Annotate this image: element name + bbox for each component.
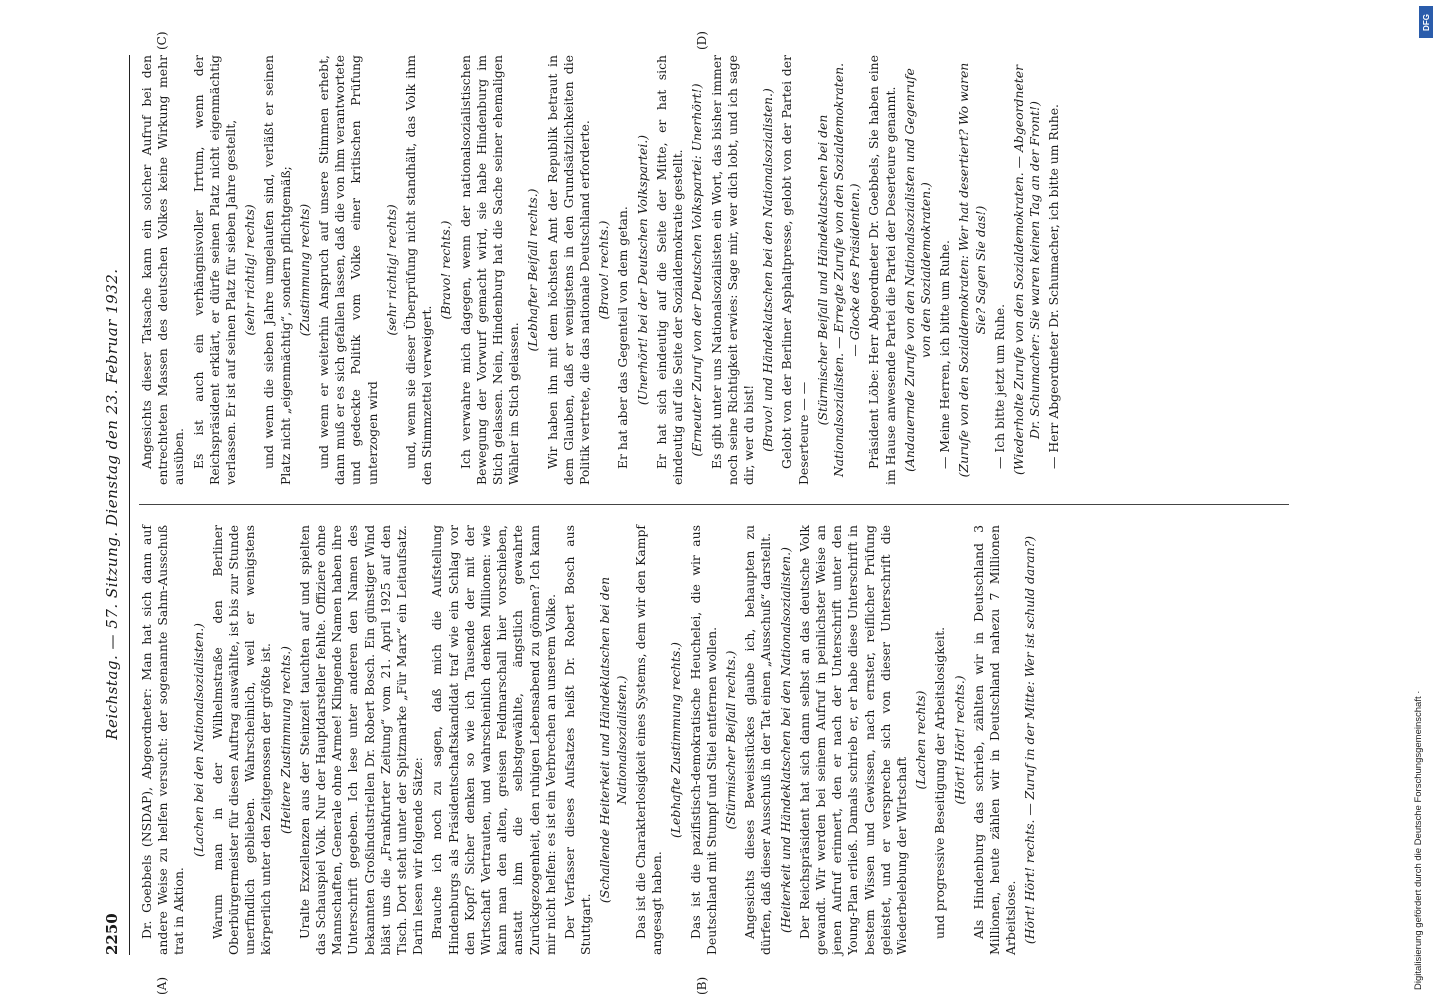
interjection: (Stürmischer Beifall rechts.) [722, 650, 738, 830]
interjection: (Hört! Hört! rechts. — Zuruf in der Mitte: Wer ist schuld daran?) [1022, 535, 1038, 945]
paragraph: — Meine Herren, ich bitte um Ruhe. [937, 240, 953, 469]
paragraph: — Ich bitte jetzt um Ruhe. [991, 303, 1007, 469]
paragraph: Präsident Löbe: Herr Abgeordneter Dr. Goebbels, Sie haben eine im Hause anwesende Partei die Partei der Deserteure genannt. [866, 55, 898, 485]
paragraph: Der Verfasser dieses Aufsatzes heißt Dr. Robert Bosch aus Stuttgart. [562, 525, 594, 955]
interjection: (Hört! Hört! rechts.) [951, 675, 967, 805]
paragraph: und, wenn sie dieser Überprüfung nicht standhält, das Volk ihm den Stimmzettel verweigert. [403, 55, 435, 485]
interjection: (Heitere Zustimmung rechts.) [277, 646, 293, 834]
margin-mark-a: (A) [155, 976, 169, 995]
interjection: (Unerhört! bei der Deutschen Volkspartei.) [634, 134, 650, 406]
running-header [95, 55, 130, 955]
paragraph: Uralte Exzellenzen aus der Steinzeit tauchten auf und spielten das Schauspiel Volk. Nur der Hauptdarsteller fehlte. Offiziere ohne Mannschaften, Generale ohne Armee! Klingende Namen haben ihre Unterschrift gegeben. Ich lese unter anderen den Namen des bekannten Großindustriellen Dr. Robert Bosch. Ein günstiger Wind bläst uns die „Frankfurter Zeitung“ vom 21. April 1925 auf den Tisch. Dort steht unter der Spitzmarke „Für Marx“ ein Leitaufsatz. Darin lesen wir folgende Sätze: [296, 525, 426, 955]
paragraph: Es gibt unter uns Nationalsozialisten ein Wort, das bisher immer noch seine Richtigkeit erwies: Sage mir, wer dich lobt, und ich sage dir, wer du bist! [708, 55, 756, 485]
interjection: (sehr richtig! rechts) [242, 204, 258, 336]
interjection: (Lebhafte Zustimmung rechts.) [668, 641, 684, 839]
paragraph: Der Reichspräsident hat sich dann selbst an das deutsche Volk gewandt. Wir werden bei seinem Aufruf in peinlichster Weise an jenen Aufruf erinnert, den er nach der Unterschrift unter den Young-Plan erließ. Damals schrieb er, er habe diese Unterschrift in bestem Wissen und Gewissen, nach ernster, reiflicher Prüfung geleistet, und er verspreche sich von dieser Unterschrift die Wiederbelebung der Wirtschaft [796, 525, 909, 955]
interjection: (Bravo! rechts.) [438, 220, 454, 320]
paragraph: Angesichts dieser Tatsache kann ein solcher Aufruf bei den entrechteten Massen des deutschen Volkes keine Wirkung mehr ausüben. [139, 55, 187, 485]
paragraph: Er hat sich eindeutig auf die Seite der Mitte, er hat sich eindeutig auf die Seite der Sozialdemokratie gestellt. [653, 55, 686, 485]
paragraph: Gelobt von der Berliner Asphaltpresse, gelobt von der Partei der Deserteure — — [779, 55, 811, 485]
interjection: (Stürmischer Beifall und Händeklatschen bei den Nationalsozialisten. — Erregte Zurufe von den Sozialdemokraten. — Glocke des Präsidenten.) [814, 62, 863, 478]
paragraph: — Herr Abgeordneter Dr. Schumacher, ich bitte um Ruhe. [1046, 104, 1062, 469]
margin-mark-b: (B) [695, 976, 709, 995]
interjection: (Lachen rechts) [913, 690, 929, 790]
paragraph: Wir haben ihn mit dem höchsten Amt der Republik betraut in dem Glauben, daß er wenigstens in den Grundsätzlichkeiten die Politik vertrete, die das nationale Deutschland erforderte. [544, 55, 593, 485]
paragraph: Das ist die pazifistisch-demokratische Heuchelei, die wir aus Deutschland mit Stumpf und Stiel entfernen wollen. [687, 525, 719, 955]
paragraph: Ich verwahre mich dagegen, wenn der nationalsozialistischen Bewegung der Vorwurf gemacht wird, sie habe Hindenburg im Stich gelassen. Nein, Hindenburg hat die Sache seiner ehemaligen Wähler im Stich gelassen. [457, 55, 522, 485]
interjection: (Lachen bei den Nationalsozialisten.) [190, 623, 206, 857]
left-column [139, 525, 1042, 955]
interjection: (Andauernde Zurufe von den Nationalsozialisten und Gegenrufe von den Sozialdemokraten.) [901, 68, 933, 472]
right-column [139, 55, 1066, 485]
margin-mark-c: (C) [155, 31, 169, 50]
interjection: (Heiterkeit und Händeklatschen bei den Nationalsozialisten.) [777, 547, 793, 933]
page-number: 2250 [103, 913, 121, 955]
paragraph: Dr. Goebbels (NSDAP), Abgeordneter: Man hat sich dann auf andere Weise zu helfen versucht: der sogenannte Sahm-Ausschuß trat in Aktion. [139, 525, 187, 955]
digitization-credit: Digitalisierung gefördert durch die Deutsche Forschungsgemeinschaft · [1413, 690, 1424, 990]
interjection: (Zustimmung rechts) [296, 203, 312, 337]
interjection: (Bravo! und Händeklatschen bei den Nationalsozialisten.) [760, 88, 776, 452]
paragraph: Das ist die Charakterlosigkeit eines Systems, dem wir den Kampf angesagt haben. [632, 525, 665, 955]
paragraph: Brauche ich noch zu sagen, daß mich die Aufstellung Hindenburgs als Präsidentschaftskandidat traf wie ein Schlag vor den Kopf? Sicher denken so wie ich Tausende der mit der Wirtschaft Vertrauten, und wahrscheinlich denken Millionen: wie kann man den alten, greisen Feldmarschall hier vorschieben, anstatt ihm die selbstgewählte, ängstlich gewahrte Zurückgezogenheit, den ruhigen Lebensabend zu gönnen? Ich kann mir nicht helfen: es ist ein Verbrechen an unserem Volke. [429, 525, 558, 955]
paragraph: und progressive Beseitigung der Arbeitslosigkeit. [932, 626, 948, 939]
paragraph: Er hat aber das Gegenteil von dem getan. [615, 206, 631, 469]
paragraph: Angesichts dieses Beweisstückes glaube ich, behaupten zu dürfen, daß dieser Ausschuß in der Tat einen „Ausschuß“ darstellt. [742, 525, 774, 955]
paragraph: und wenn er weiterhin Anspruch auf unsere Stimmen erhebt, dann muß er es sich gefallen lassen, daß die von ihm verantwortete und gedeckte Politik vom Volke einer kritischen Prüfung unterzogen wird [316, 55, 380, 485]
interjection: (Schallende Heiterkeit und Händeklatschen bei den Nationalsozialisten.) [597, 576, 629, 904]
interjection: (sehr richtig! rechts) [383, 204, 399, 336]
paragraph: und wenn die sieben Jahre umgelaufen sind, verläßt er seinen Platz nicht „eigenmächtig“, sondern pflichtgemäß; [261, 55, 293, 485]
interjection: (Bravo! rechts.) [596, 220, 612, 320]
rotated-content [95, 31, 1325, 995]
dfg-logo: DFG [1419, 6, 1433, 38]
paragraph: Als Hindenburg das schrieb, zählten wir in Deutschland 3 Millionen, heute zählen wir in Deutschland nahezu 7 Millionen Arbeitslose. [970, 525, 1019, 955]
interjection: (Zurufe von den Sozialdemokraten: Wer hat desertiert? Wo waren Sie? Sagen Sie das!) [956, 62, 988, 478]
paragraph: Warum man in der Wilhelmstraße den Berliner Oberbürgermeister für diesen Auftrag auswählte, ist bis zur Stunde unerfindlich geblieben. Wahrscheinlich, weil er wenigstens körperlich unter den Zeitgenossen der größte ist. [209, 525, 274, 955]
interjection: (Erneuter Zuruf von der Deutschen Volkspartei: Unerhört!) [689, 83, 705, 457]
running-title: Reichstag. — 57. Sitzung. Dienstag den 23. Februar 1932. [103, 268, 121, 740]
interjection: (Wiederholte Zurufe von den Sozialdemokraten. — Abgeordneter Dr. Schumacher: Sie waren keinen Tag an der Front!) [1010, 65, 1043, 475]
margin-mark-d: (D) [695, 31, 709, 50]
interjection: (Lebhafter Beifall rechts.) [525, 188, 541, 352]
paragraph: Es ist auch ein verhängnisvoller Irrtum, wenn der Reichspräsident erklärt, er dürfe seinen Platz nicht eigenmächtig verlassen. Er ist auf seinen Platz für sieben Jahre gestellt, [190, 55, 239, 485]
column-divider [139, 504, 1289, 505]
